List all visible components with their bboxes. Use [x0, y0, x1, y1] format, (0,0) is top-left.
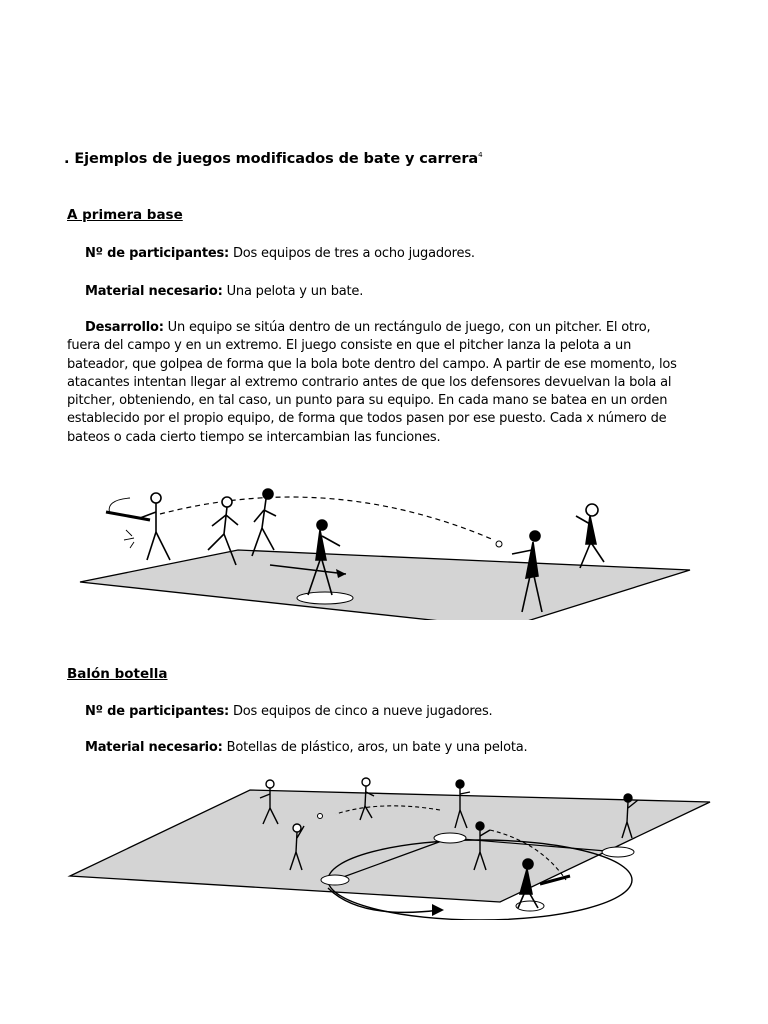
- runner-figure: [252, 489, 276, 556]
- material-label: Material necesario:: [85, 284, 223, 299]
- game-2-heading: Balón botella: [67, 666, 168, 682]
- participants-text: Dos equipos de cinco a nueve jugadores.: [229, 704, 493, 719]
- game-2-participants: [67, 703, 687, 721]
- base-hoop: [434, 833, 466, 843]
- game-1-participants: [67, 245, 687, 263]
- development-label: Desarrollo:: [85, 320, 164, 335]
- material-label: Material necesario:: [85, 740, 223, 755]
- playing-field: [80, 550, 690, 620]
- ball: [496, 541, 502, 547]
- title-text: . Ejemplos de juegos modificados de bate y carrera: [64, 151, 479, 167]
- playing-field: [70, 790, 710, 902]
- base-hoop: [321, 875, 349, 885]
- game-1-material: [67, 283, 687, 301]
- game-1-development: [67, 319, 687, 447]
- fielder-figure: [576, 504, 604, 568]
- ball: [318, 814, 323, 819]
- footnote-marker: 4: [478, 151, 483, 160]
- game-2-illustration: [0, 770, 768, 920]
- development-text: Un equipo se sitúa dentro de un rectángulo de juego, con un pitcher. El otro, fuera del campo y en un extremo. El juego consiste en que el pitcher lanza la pelota a un bateador, que golpea de forma que la bola bote dentro del campo. A partir de ese momento, los atacantes intentan llegar al extremo contrario antes de que los defensores devuelvan la bola al pitcher, obteniendo, en tal caso, un punto para su equipo. En cada mano se batea en un orden establecido por el propio equipo, de forma que todos pasen por ese puesto. Cada x número de bateos o cada cierto tiempo se intercambian las funciones.: [67, 320, 677, 445]
- batter-figure: [106, 493, 170, 560]
- pitcher-base: [297, 592, 353, 604]
- material-text: Botellas de plástico, aros, un bate y una pelota.: [222, 740, 528, 755]
- game-1-heading: A primera base: [67, 207, 183, 223]
- material-text: Una pelota y un bate.: [222, 284, 364, 299]
- participants-label: Nº de participantes:: [85, 704, 230, 719]
- game-1-illustration: [0, 470, 768, 620]
- running-arrowhead: [432, 904, 444, 916]
- game-2-material: [67, 739, 687, 757]
- participants-label: Nº de participantes:: [85, 246, 230, 261]
- document-title: [64, 151, 482, 167]
- participants-text: Dos equipos de tres a ocho jugadores.: [229, 246, 475, 261]
- base-hoop: [602, 847, 634, 857]
- ball-trajectory: [160, 497, 494, 540]
